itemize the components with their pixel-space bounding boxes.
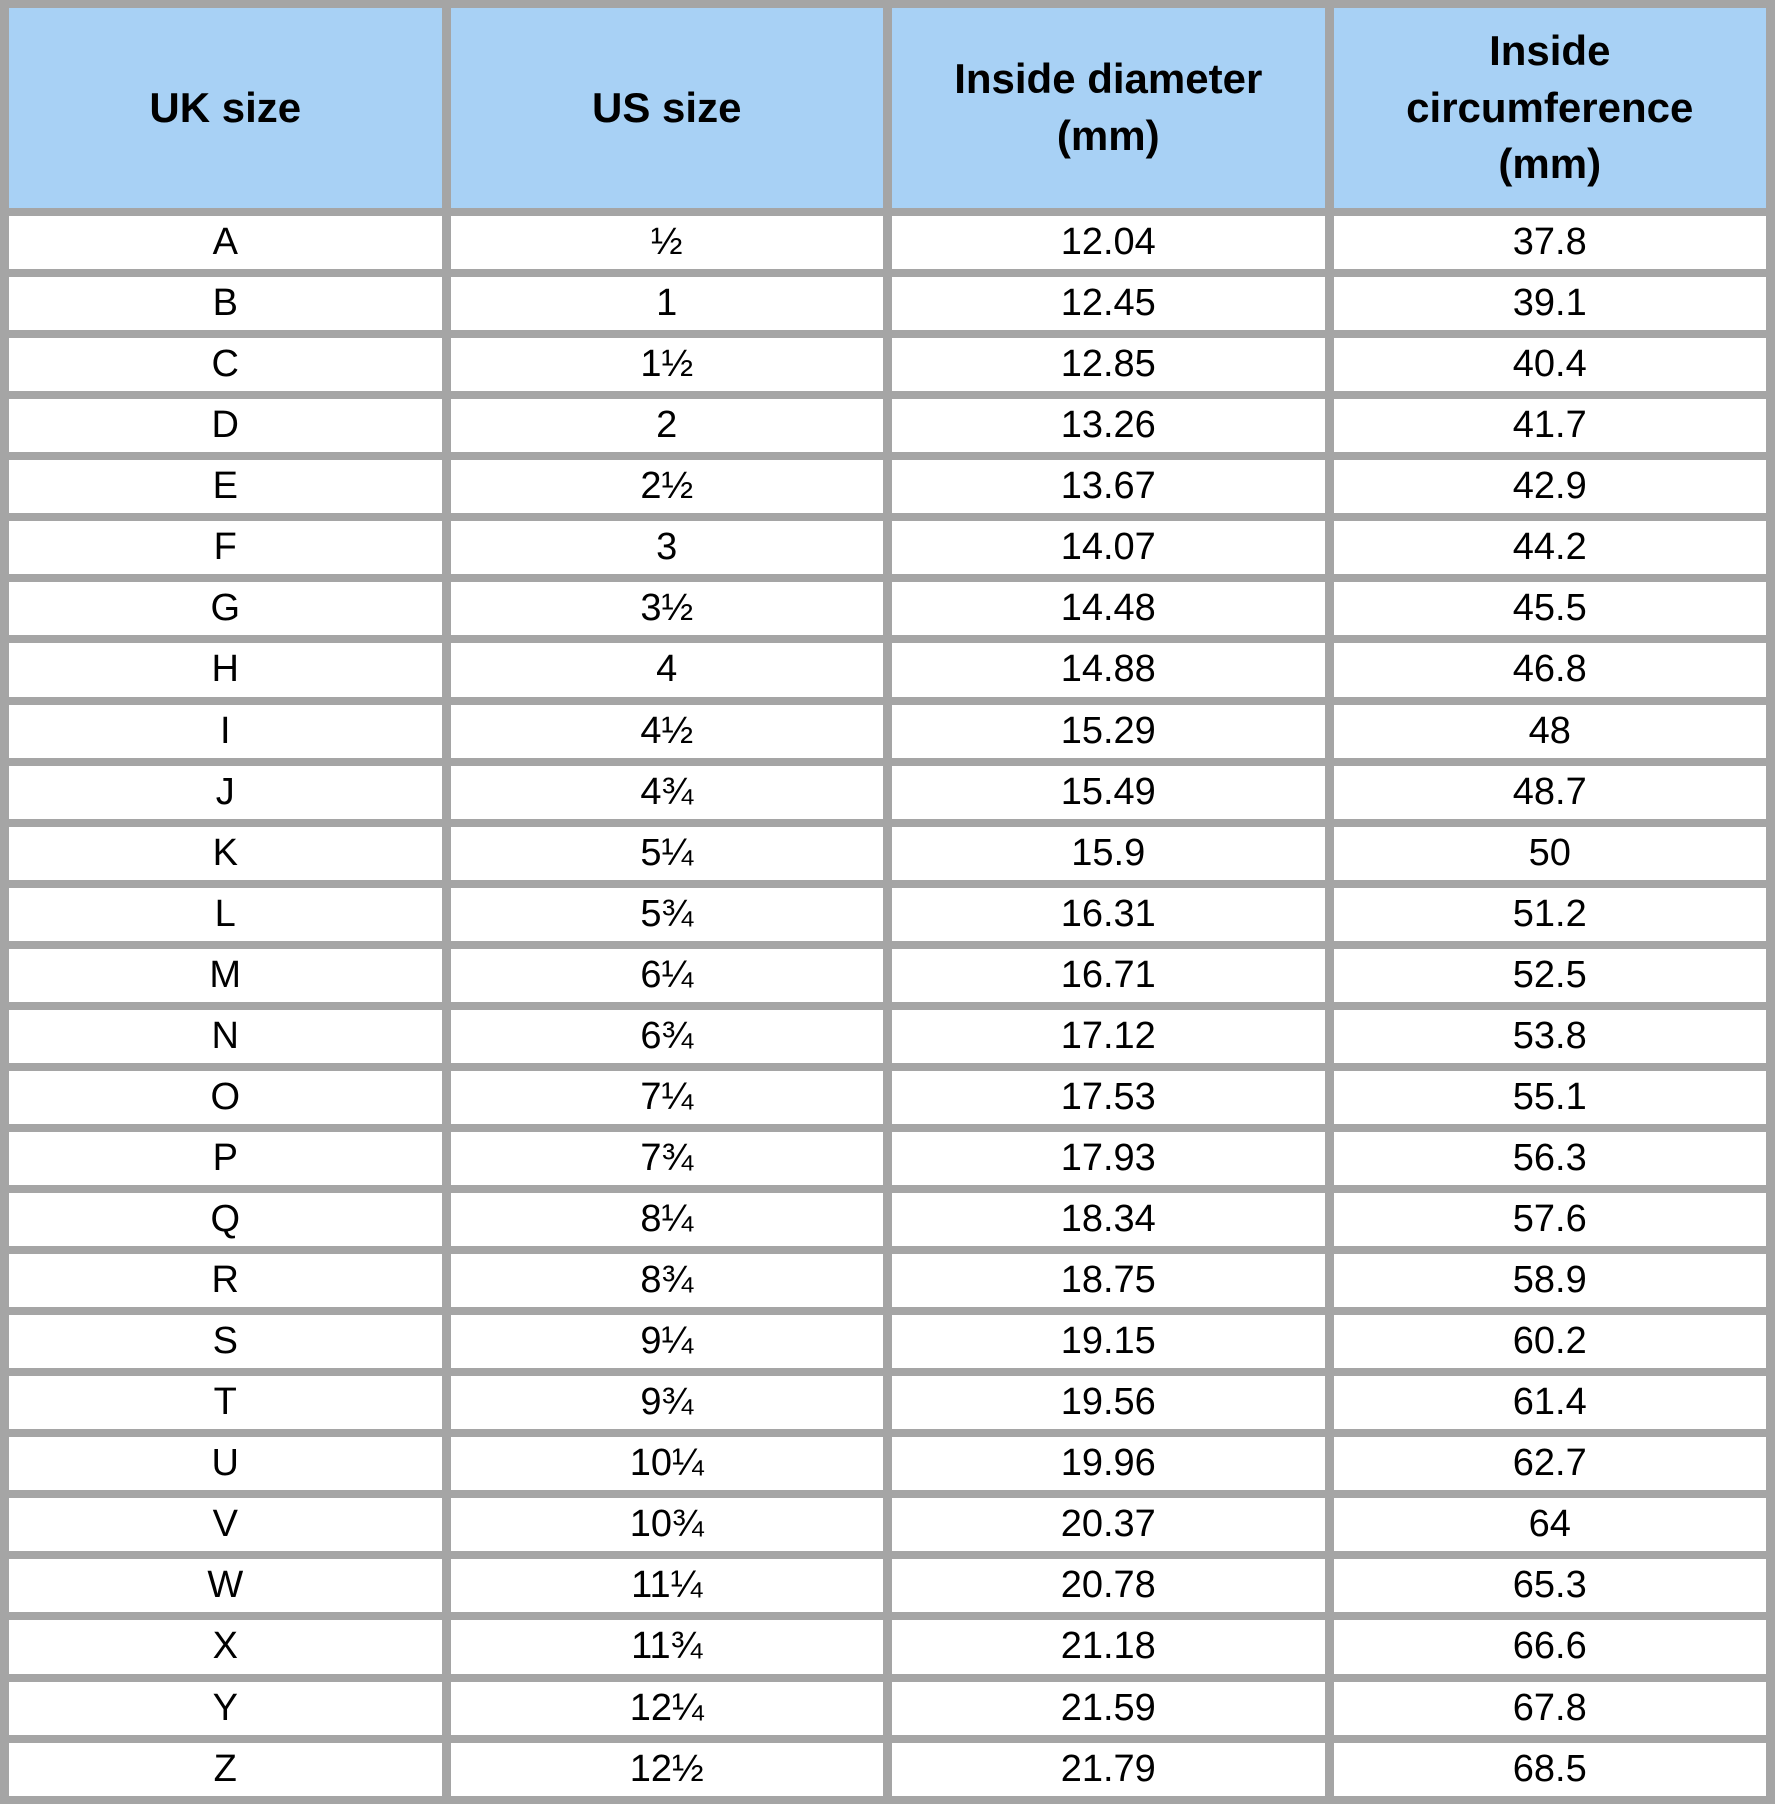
inside-circumference-cell: 44.2 — [1334, 521, 1767, 574]
inside-diameter-cell: 16.31 — [892, 888, 1325, 941]
uk-size-cell: B — [9, 277, 442, 330]
inside-diameter-cell: 14.48 — [892, 582, 1325, 635]
uk-size-cell: X — [9, 1620, 442, 1673]
us-size-cell: ½ — [451, 216, 884, 269]
table-row — [9, 1193, 1766, 1246]
inside-circumference-cell: 56.3 — [1334, 1132, 1767, 1185]
inside-diameter-cell: 12.04 — [892, 216, 1325, 269]
table-row — [9, 460, 1766, 513]
us-size-cell: 3½ — [451, 582, 884, 635]
us-size-cell: 5¾ — [451, 888, 884, 941]
table-row — [9, 1620, 1766, 1673]
column-header-us-size: US size — [451, 8, 884, 208]
inside-circumference-cell: 40.4 — [1334, 338, 1767, 391]
uk-size-cell: O — [9, 1071, 442, 1124]
us-size-cell: 6¾ — [451, 1010, 884, 1063]
uk-size-cell: R — [9, 1254, 442, 1307]
us-size-cell: 5¼ — [451, 827, 884, 880]
column-header-inside-circumference: Inside circumference (mm) — [1334, 8, 1767, 208]
uk-size-cell: Y — [9, 1682, 442, 1735]
uk-size-cell: I — [9, 705, 442, 758]
uk-size-cell: S — [9, 1315, 442, 1368]
us-size-cell: 11¾ — [451, 1620, 884, 1673]
uk-size-cell: Z — [9, 1743, 442, 1796]
inside-circumference-cell: 60.2 — [1334, 1315, 1767, 1368]
table-row — [9, 277, 1766, 330]
table-row — [9, 705, 1766, 758]
us-size-cell: 12½ — [451, 1743, 884, 1796]
table-row — [9, 1559, 1766, 1612]
inside-circumference-cell: 50 — [1334, 827, 1767, 880]
uk-size-cell: L — [9, 888, 442, 941]
us-size-cell: 8¾ — [451, 1254, 884, 1307]
table-row — [9, 1437, 1766, 1490]
inside-diameter-cell: 12.85 — [892, 338, 1325, 391]
inside-circumference-cell: 68.5 — [1334, 1743, 1767, 1796]
table-row — [9, 949, 1766, 1002]
us-size-cell: 11¼ — [451, 1559, 884, 1612]
inside-diameter-cell: 19.56 — [892, 1376, 1325, 1429]
uk-size-cell: A — [9, 216, 442, 269]
inside-circumference-cell: 41.7 — [1334, 399, 1767, 452]
inside-circumference-cell: 48 — [1334, 705, 1767, 758]
uk-size-cell: M — [9, 949, 442, 1002]
inside-circumference-cell: 48.7 — [1334, 766, 1767, 819]
inside-diameter-cell: 15.49 — [892, 766, 1325, 819]
us-size-cell: 1 — [451, 277, 884, 330]
inside-circumference-cell: 39.1 — [1334, 277, 1767, 330]
us-size-cell: 4¾ — [451, 766, 884, 819]
inside-circumference-cell: 42.9 — [1334, 460, 1767, 513]
inside-circumference-cell: 57.6 — [1334, 1193, 1767, 1246]
uk-size-cell: P — [9, 1132, 442, 1185]
uk-size-cell: E — [9, 460, 442, 513]
uk-size-cell: H — [9, 643, 442, 696]
inside-circumference-cell: 46.8 — [1334, 643, 1767, 696]
inside-diameter-cell: 13.67 — [892, 460, 1325, 513]
uk-size-cell: Q — [9, 1193, 442, 1246]
table-row — [9, 521, 1766, 574]
us-size-cell: 2½ — [451, 460, 884, 513]
inside-circumference-cell: 67.8 — [1334, 1682, 1767, 1735]
column-header-uk-size: UK size — [9, 8, 442, 208]
uk-size-cell: J — [9, 766, 442, 819]
inside-diameter-cell: 12.45 — [892, 277, 1325, 330]
uk-size-cell: K — [9, 827, 442, 880]
inside-diameter-cell: 16.71 — [892, 949, 1325, 1002]
table-row — [9, 1315, 1766, 1368]
us-size-cell: 12¼ — [451, 1682, 884, 1735]
table-row — [9, 827, 1766, 880]
inside-diameter-cell: 19.15 — [892, 1315, 1325, 1368]
inside-circumference-cell: 55.1 — [1334, 1071, 1767, 1124]
inside-diameter-cell: 20.37 — [892, 1498, 1325, 1551]
us-size-cell: 9¼ — [451, 1315, 884, 1368]
us-size-cell: 1½ — [451, 338, 884, 391]
table-row — [9, 766, 1766, 819]
column-header-inside-diameter: Inside diameter (mm) — [892, 8, 1325, 208]
inside-circumference-cell: 45.5 — [1334, 582, 1767, 635]
inside-diameter-cell: 15.29 — [892, 705, 1325, 758]
table-row — [9, 643, 1766, 696]
us-size-cell: 2 — [451, 399, 884, 452]
inside-circumference-cell: 58.9 — [1334, 1254, 1767, 1307]
us-size-cell: 4 — [451, 643, 884, 696]
inside-diameter-cell: 18.34 — [892, 1193, 1325, 1246]
inside-circumference-cell: 37.8 — [1334, 216, 1767, 269]
table-row — [9, 1682, 1766, 1735]
inside-circumference-cell: 65.3 — [1334, 1559, 1767, 1612]
table-row — [9, 1376, 1766, 1429]
table-header — [9, 8, 1766, 208]
uk-size-cell: D — [9, 399, 442, 452]
inside-diameter-cell: 19.96 — [892, 1437, 1325, 1490]
inside-circumference-cell: 52.5 — [1334, 949, 1767, 1002]
us-size-cell: 7¼ — [451, 1071, 884, 1124]
uk-size-cell: T — [9, 1376, 442, 1429]
inside-circumference-cell: 64 — [1334, 1498, 1767, 1551]
table-row — [9, 1010, 1766, 1063]
uk-size-cell: V — [9, 1498, 442, 1551]
us-size-cell: 9¾ — [451, 1376, 884, 1429]
inside-circumference-cell: 61.4 — [1334, 1376, 1767, 1429]
table-row — [9, 1254, 1766, 1307]
table-row — [9, 582, 1766, 635]
uk-size-cell: W — [9, 1559, 442, 1612]
us-size-cell: 7¾ — [451, 1132, 884, 1185]
uk-size-cell: U — [9, 1437, 442, 1490]
table-row — [9, 888, 1766, 941]
inside-diameter-cell: 17.93 — [892, 1132, 1325, 1185]
uk-size-cell: N — [9, 1010, 442, 1063]
inside-diameter-cell: 21.18 — [892, 1620, 1325, 1673]
inside-circumference-cell: 62.7 — [1334, 1437, 1767, 1490]
header-row — [9, 8, 1766, 208]
inside-diameter-cell: 21.59 — [892, 1682, 1325, 1735]
inside-diameter-cell: 17.53 — [892, 1071, 1325, 1124]
table-row — [9, 338, 1766, 391]
uk-size-cell: F — [9, 521, 442, 574]
uk-size-cell: C — [9, 338, 442, 391]
inside-diameter-cell: 17.12 — [892, 1010, 1325, 1063]
inside-diameter-cell: 18.75 — [892, 1254, 1325, 1307]
table-row — [9, 216, 1766, 269]
table-row — [9, 399, 1766, 452]
table-body — [9, 216, 1766, 1796]
table-row — [9, 1071, 1766, 1124]
inside-diameter-cell: 13.26 — [892, 399, 1325, 452]
inside-diameter-cell: 14.88 — [892, 643, 1325, 696]
inside-diameter-cell: 21.79 — [892, 1743, 1325, 1796]
us-size-cell: 10¾ — [451, 1498, 884, 1551]
us-size-cell: 8¼ — [451, 1193, 884, 1246]
table-row — [9, 1498, 1766, 1551]
us-size-cell: 4½ — [451, 705, 884, 758]
inside-circumference-cell: 53.8 — [1334, 1010, 1767, 1063]
inside-diameter-cell: 20.78 — [892, 1559, 1325, 1612]
us-size-cell: 6¼ — [451, 949, 884, 1002]
inside-diameter-cell: 14.07 — [892, 521, 1325, 574]
us-size-cell: 3 — [451, 521, 884, 574]
table-row — [9, 1743, 1766, 1796]
us-size-cell: 10¼ — [451, 1437, 884, 1490]
inside-circumference-cell: 66.6 — [1334, 1620, 1767, 1673]
inside-circumference-cell: 51.2 — [1334, 888, 1767, 941]
inside-diameter-cell: 15.9 — [892, 827, 1325, 880]
table-row — [9, 1132, 1766, 1185]
uk-size-cell: G — [9, 582, 442, 635]
